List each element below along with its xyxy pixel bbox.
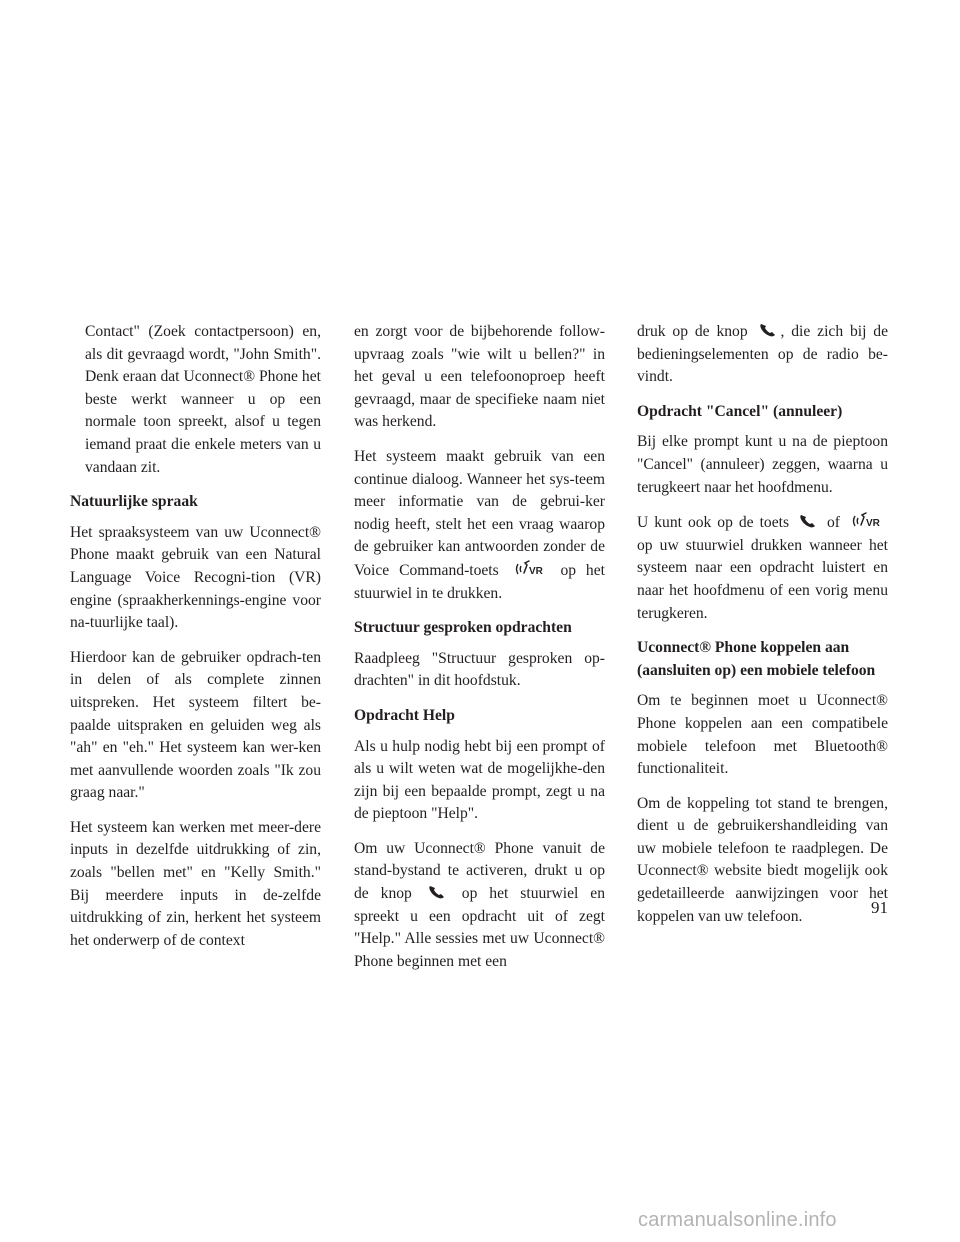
paragraph-natural-language: Het spraaksysteem van uw Uconnect® Phone maakt gebruik van een Natural Language Voice Recogni-tion (VR) engine (spraakherkennings-engine voor na-tuurlijke taal). [70, 523, 321, 632]
vr-label: VR [528, 565, 543, 577]
column-1 [70, 321, 321, 964]
column-2 [354, 321, 605, 985]
voice-command-icon [850, 511, 884, 529]
heading-pairing: Uconnect® Phone koppelen aan (aansluiten op) een mobiele telefoon [637, 639, 876, 679]
paragraph-buttons [637, 511, 888, 625]
paragraph-cancel: Bij elke prompt kunt u na de pieptoon "Cancel" (annuleer) zeggen, waarna u terugkeert naar het hoofdmenu. [637, 433, 888, 496]
paragraph-activate [354, 838, 605, 974]
phone-icon [428, 884, 446, 900]
vr-label: VR [865, 518, 880, 530]
activate-text: Om uw Uconnect® Phone vanuit de stand-bystand te activeren, drukt u op de knop [354, 839, 605, 903]
press-button-text: druk op de knop [637, 323, 748, 340]
heading-help-command: Opdracht Help [354, 706, 455, 724]
voice-command-icon [513, 559, 547, 577]
paragraph-pairing-start: Om te beginnen moet u Uconnect® Phone koppelen aan een compatibele mobiele telefoon met Bluetooth® functionaliteit. [637, 692, 888, 778]
buttons-text: U kunt ook op de toets [637, 514, 790, 532]
paragraph-continuous-dialog [354, 446, 605, 605]
press-button-text-end: , die zich bij de bedieningselementen op de radio be-vindt. [637, 323, 888, 386]
heading-natural-speech: Natuurlijke spraak [70, 493, 198, 511]
buttons-text-end: op uw stuurwiel drukken wanneer het systeem naar een opdracht luistert en naar het hoofdmenu of een vorig menu terugkeren. [637, 536, 888, 622]
paragraph-follow-up: en zorgt voor de bijbehorende follow-upvraag zoals "wie wilt u bellen?" in het geval u een telefoonoproep heeft gevraagd, maar de specifieke naam niet was herkend. [354, 323, 605, 431]
paragraph-command-structure: Raadpleeg "Structuur gesproken op-drachten" in dit hoofdstuk. [354, 649, 605, 690]
paragraph-pairing-manual: Om de koppeling tot stand te brengen, dient u de gebruikershandleiding van uw mobiele telefoon te raadplegen. De Uconnect® website biedt mogelijk ook gedetailleerde aanwijzingen voor het koppelen van uw telefoon. [637, 794, 888, 925]
activate-text-end: op het stuurwiel en spreekt u een opdracht uit of zegt "Help." Alle sessies met uw Uconnect® Phone beginnen met een [354, 885, 605, 970]
paragraph-help: Als u hulp nodig hebt bij een prompt of als u wilt weten wat de mogelijkhe-den zijn bij een bepaalde prompt, zegt u na de pieptoon "Help". [354, 737, 605, 823]
heading-cancel-command: Opdracht "Cancel" (annuleer) [637, 402, 843, 420]
paragraph-contact-continued: Contact" (Zoek contactpersoon) en, als dit gevraagd wordt, "John Smith". Denk eraan dat Uconnect® Phone het beste werkt wanneer u op een normale toon spreekt, alsof u tegen iemand praat die enkele meters van u vandaan zit. [85, 323, 321, 476]
page-number: 91 [871, 898, 888, 917]
buttons-text-or: of [827, 514, 840, 532]
heading-command-structure: Structuur gesproken opdrachten [354, 619, 572, 637]
paragraph-multiple-inputs: Het systeem kan werken met meer-dere inputs in dezelfde uitdrukking of zin, zoals "bellen met" en "Kelly Smith." Bij meerdere inputs in de-zelfde uitdrukking of zin, herkent het systeem het onderwerp of de context [70, 818, 321, 949]
continuous-dialog-text: Het systeem maakt gebruik van een continue dialoog. Wanneer het sys-teem meer informatie van de gebrui-ker nodig heeft, stelt het een vraag waarop de gebruiker kan antwoorden zonder de Voice Command-toets [354, 447, 605, 579]
paragraph-phrases: Hierdoor kan de gebruiker opdrach-ten in delen of als complete zinnen uitspreken. Het systeem filtert be-paalde uitspraken en geluiden weg als "ah" en "eh." Het systeem kan wer-ken met aanvullende woorden zoals "Ik zou graag naar." [70, 648, 321, 802]
phone-icon [759, 322, 777, 338]
continuous-dialog-text-end: op het stuurwiel in te drukken. [354, 561, 605, 602]
phone-icon [799, 513, 817, 529]
watermark: carmanualsonline.info [638, 1209, 837, 1231]
paragraph-press-button [637, 321, 888, 389]
column-3 [637, 321, 888, 940]
